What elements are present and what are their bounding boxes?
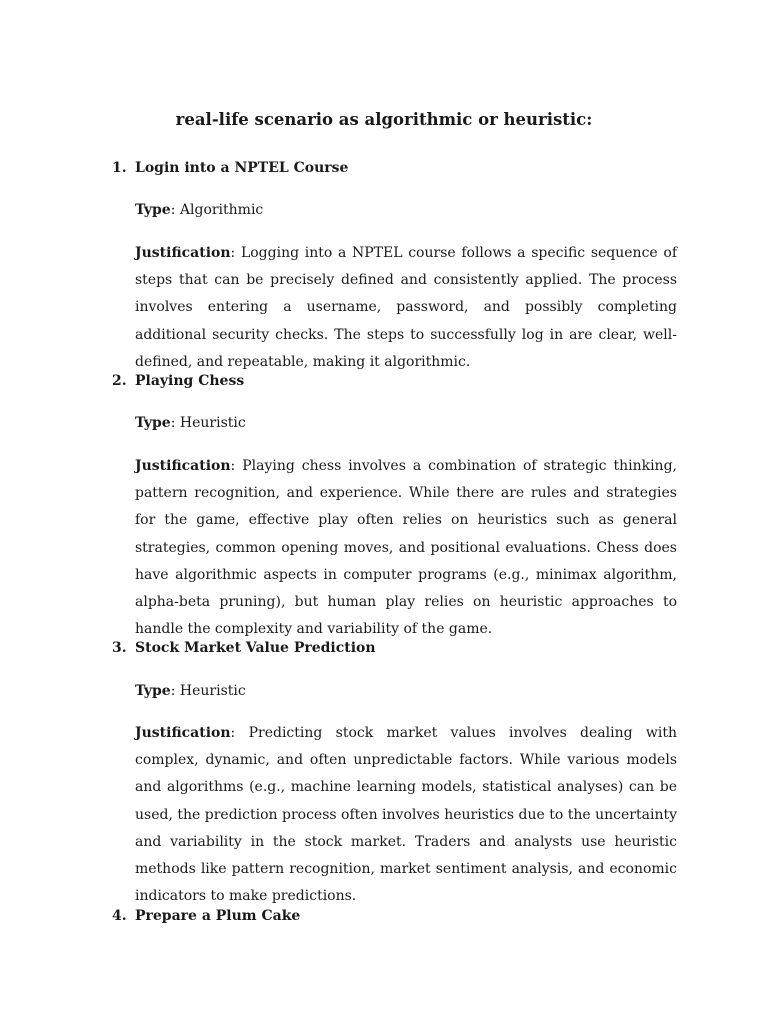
type-line-login: Type: Algorithmic xyxy=(135,202,264,218)
justification-text: Logging into a NPTEL course follows a specific sequence of steps that can be precisely defined and consistently applied. The process involves entering a username, password, and possibly completing additional security checks. The steps to successfully log in are clear, well-defined, and repeatable, making it algorithmic. xyxy=(135,245,677,370)
item-title: Playing Chess xyxy=(135,373,245,389)
item-title: Login into a NPTEL Course xyxy=(135,160,349,176)
item-title: Prepare a Plum Cake xyxy=(135,908,301,924)
item-heading-chess xyxy=(112,371,712,391)
item-heading-stock xyxy=(112,638,712,658)
type-value: Heuristic xyxy=(179,415,246,431)
item-title: Stock Market Value Prediction xyxy=(135,640,376,656)
justification-text: Predicting stock market values involves dealing with complex, dynamic, and often unpredictable factors. While various models and algorithms (e.g., machine learning models, statistical analyses) can be used, the prediction process often involves heuristics due to the uncertainty and variability in the stock market. Traders and analysts use heuristic methods like pattern recognition, market sentiment analysis, and economic indicators to make predictions. xyxy=(135,725,677,905)
item-heading-login xyxy=(112,158,712,178)
justification-chess: Justification: Playing chess involves a combination of strategic thinking, pattern recognition, and experience. While there are rules and strategies for the game, effective play often relies on heuristics such as general strategies, common opening moves, and positional evaluations. Chess does have algorithmic aspects in computer programs (e.g., minimax algorithm, alpha-beta pruning), but human play relies on heuristic approaches to handle the complexity and variability of the game. xyxy=(135,458,677,638)
justification-login: Justification: Logging into a NPTEL course follows a specific sequence of steps that can be precisely defined and consistently applied. The process involves entering a username, password, and possibly completing additional security checks. The steps to successfully log in are clear, well-defined, and repeatable, making it algorithmic. xyxy=(135,245,677,370)
item-number: 1. xyxy=(112,160,127,176)
justification-label: Justification xyxy=(135,245,231,261)
item-heading-plum-cake xyxy=(112,906,712,926)
type-label: Type xyxy=(135,683,171,699)
type-value: Heuristic xyxy=(179,683,246,699)
type-line-chess: Type: Heuristic xyxy=(135,415,246,431)
justification-text: Playing chess involves a combination of strategic thinking, pattern recognition, and experience. While there are rules and strategies for the game, effective play often relies on heuristics such as general strategies, common opening moves, and positional evaluations. Chess does have algorithmic aspects in computer programs (e.g., minimax algorithm, alpha-beta pruning), but human play relies on heuristic approaches to handle the complexity and variability of the game. xyxy=(135,458,677,638)
item-number: 3. xyxy=(112,640,127,656)
item-number: 4. xyxy=(112,908,127,924)
type-label: Type xyxy=(135,202,171,218)
item-number: 2. xyxy=(112,373,127,389)
document-title: real-life scenario as algorithmic or heuristic: xyxy=(175,110,593,129)
justification-label: Justification xyxy=(135,725,231,741)
type-label: Type xyxy=(135,415,171,431)
justification-stock: Justification: Predicting stock market values involves dealing with complex, dynamic, and often unpredictable factors. While various models and algorithms (e.g., machine learning models, statistical analyses) can be used, the prediction process often involves heuristics due to the uncertainty and variability in the stock market. Traders and analysts use heuristic methods like pattern recognition, market sentiment analysis, and economic indicators to make predictions. xyxy=(135,725,677,905)
type-value: Algorithmic xyxy=(179,202,264,218)
justification-label: Justification xyxy=(135,458,231,474)
type-line-stock: Type: Heuristic xyxy=(135,683,246,699)
